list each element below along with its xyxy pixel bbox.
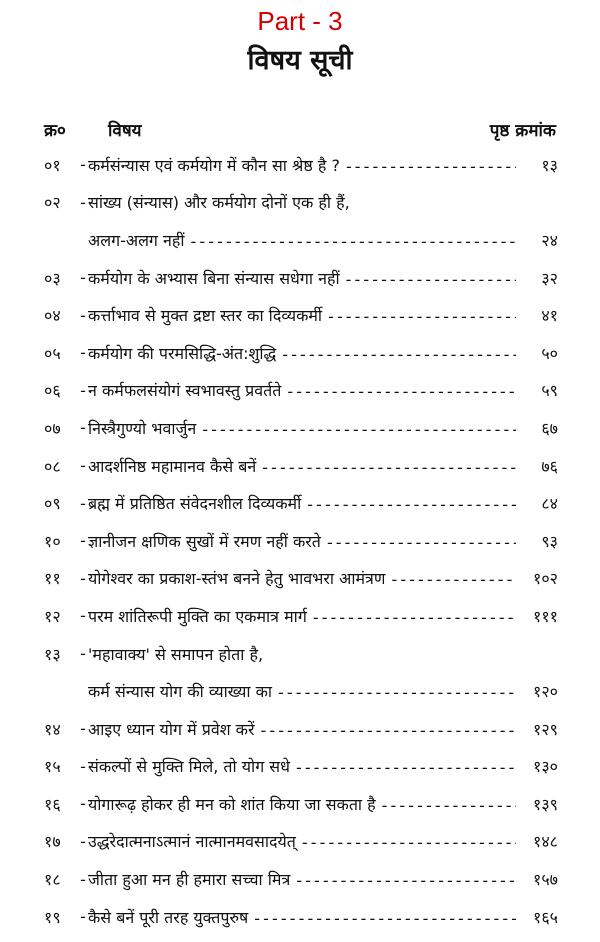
toc-entry [44,635,558,673]
toc-entry [44,146,558,184]
entry-title: योगेश्वर का प्रकाश-स्तंभ बनने हेतु भावभरा आमंत्रण [88,569,386,589]
entry-page: ५० [541,343,558,363]
subject-header: विषय [108,121,142,141]
number-dash: - [80,380,86,400]
entry-title: कर्म संन्यास योग की व्याख्या का [88,682,273,702]
entry-number: १७ [44,832,61,852]
entry-number: ०७ [44,418,61,438]
entry-number: ०३ [44,268,61,288]
toc-entry [44,560,558,598]
number-dash: - [80,456,86,476]
entry-number: ०२ [44,193,61,213]
dot-leader [261,721,516,737]
entry-number: १९ [44,907,61,927]
entry-page: ९३ [541,531,558,551]
entry-title: आइए ध्यान योग में प्रवेश करें [88,719,255,739]
number-dash: - [80,869,86,889]
entry-page: १३ [541,155,558,175]
entry-number: १५ [44,757,61,777]
page-title: विषय सूची [247,45,353,76]
entry-title: कर्मसंन्यास एवं कर्मयोग में कौन सा श्रेष्ठ है ? [88,155,340,175]
entry-number: ११ [44,569,61,589]
entry-page: १५७ [533,870,558,890]
entry-number: १४ [44,719,61,739]
entry-number: ०९ [44,494,61,514]
entry-title: न कर्मफलसंयोगं स्वभावस्तु प्रवर्तते [88,381,282,401]
dot-leader [282,345,516,361]
dot-leader [262,458,516,474]
dot-leader [287,382,516,398]
dot-leader [346,270,516,286]
serial-header: क्र० [44,121,66,141]
number-dash: - [80,719,86,739]
entry-title: सांख्य (संन्यास) और कर्मयोग दोनों एक ही हैं, [88,193,350,213]
entry-page: ५९ [541,381,558,401]
toc-entry [44,259,558,297]
dot-leader [296,871,516,887]
entry-title: निस्त्रैगुण्यो भवार्जुन [88,418,197,438]
number-dash: - [80,606,86,626]
dot-leader [313,608,516,624]
dot-leader [254,909,516,925]
dot-leader [391,570,516,586]
entry-number: १६ [44,794,61,814]
dot-leader [382,796,516,812]
number-dash: - [80,155,86,175]
entry-page: १३९ [533,794,558,814]
number-dash: - [80,192,86,212]
number-dash: - [80,568,86,588]
dot-leader [202,420,516,436]
toc-entry [44,184,558,222]
dot-leader [302,833,516,849]
entry-page: १०२ [533,569,558,589]
entry-page: ६७ [541,418,558,438]
entry-number: ०८ [44,456,61,476]
toc-entry [44,898,558,936]
toc-entry [44,785,558,823]
entry-number: १० [44,531,61,551]
toc-entry [44,597,558,635]
toc-entry [44,710,558,748]
entry-number: १८ [44,870,61,890]
number-dash: - [80,794,86,814]
entry-page: ८४ [541,494,558,514]
toc-entry [44,860,558,898]
toc-entry [44,334,558,372]
entry-page: १३० [533,757,558,777]
number-dash: - [80,268,86,288]
number-dash: - [80,418,86,438]
toc-entry [44,372,558,410]
toc-entry [44,221,558,259]
entry-page: ३२ [541,268,558,288]
dot-leader [328,307,516,323]
entry-number: ०६ [44,381,61,401]
toc-entry [44,447,558,485]
entry-page: १२९ [533,719,558,739]
entry-number: ०५ [44,343,61,363]
entry-title: योगारूढ़ होकर ही मन को शांत किया जा सकता है [88,794,376,814]
entry-title: उद्धरेदात्मनाऽत्मानं नात्मानमवसादयेत् [88,832,296,852]
toc-entry [44,748,558,786]
dot-leader [307,495,516,511]
number-dash: - [80,531,86,551]
entry-page: १४८ [533,832,558,852]
entry-title: आदर्शनिष्ठ महामानव कैसे बनें [88,456,257,476]
entry-title: कर्त्ताभाव से मुक्त द्रष्टा स्तर का दिव्यकर्मी [88,306,323,326]
toc-entry [44,672,558,710]
dot-leader [296,758,516,774]
toc-entry [44,484,558,522]
entry-page: १६५ [533,907,558,927]
toc-entry [44,296,558,334]
entry-title: संकल्पों से मुक्ति मिले, तो योग सधे [88,757,290,777]
page-header: पृष्ठ क्रमांक [489,121,556,141]
entry-title: ब्रह्म में प्रतिष्ठित संवेदनशील दिव्यकर्मी [88,494,302,514]
number-dash: - [80,831,86,851]
toc-entry [44,409,558,447]
entry-title: कर्मयोग की परमसिद्धि-अंत:शुद्धि [88,343,277,363]
number-dash: - [80,343,86,363]
dot-leader [191,232,516,248]
toc-entry [44,522,558,560]
entry-number: ०४ [44,306,61,326]
number-dash: - [80,644,86,664]
toc-entry [44,823,558,861]
entry-page: ४१ [541,306,558,326]
entry-title: कर्मयोग के अभ्यास बिना संन्यास सधेगा नहीं [88,268,340,288]
part-label: Part - 3 [257,6,343,36]
entry-title: 'महावाक्य' से समापन होता है, [88,644,264,664]
number-dash: - [80,907,86,927]
entry-title: अलग-अलग नहीं [88,230,185,250]
entry-page: १२० [533,682,558,702]
entry-number: १२ [44,606,61,626]
entry-page: ७६ [541,456,558,476]
entry-number: ०१ [44,155,61,175]
toc-list [44,146,558,935]
entry-page: १११ [533,606,558,626]
entry-title: जीता हुआ मन ही हमारा सच्चा मित्र [88,870,291,890]
dot-leader [346,157,516,173]
dot-leader [278,683,516,699]
entry-title: ज्ञानीजन क्षणिक सुखों में रमण नहीं करते [88,531,321,551]
number-dash: - [80,305,86,325]
dot-leader [327,533,516,549]
entry-title: परम शांतिरूपी मुक्ति का एकमात्र मार्ग [88,606,307,626]
entry-title: कैसे बनें पूरी तरह युक्तपुरुष [88,907,249,927]
entry-number: १३ [44,644,61,664]
number-dash: - [80,493,86,513]
number-dash: - [80,756,86,776]
entry-page: २४ [541,230,558,250]
